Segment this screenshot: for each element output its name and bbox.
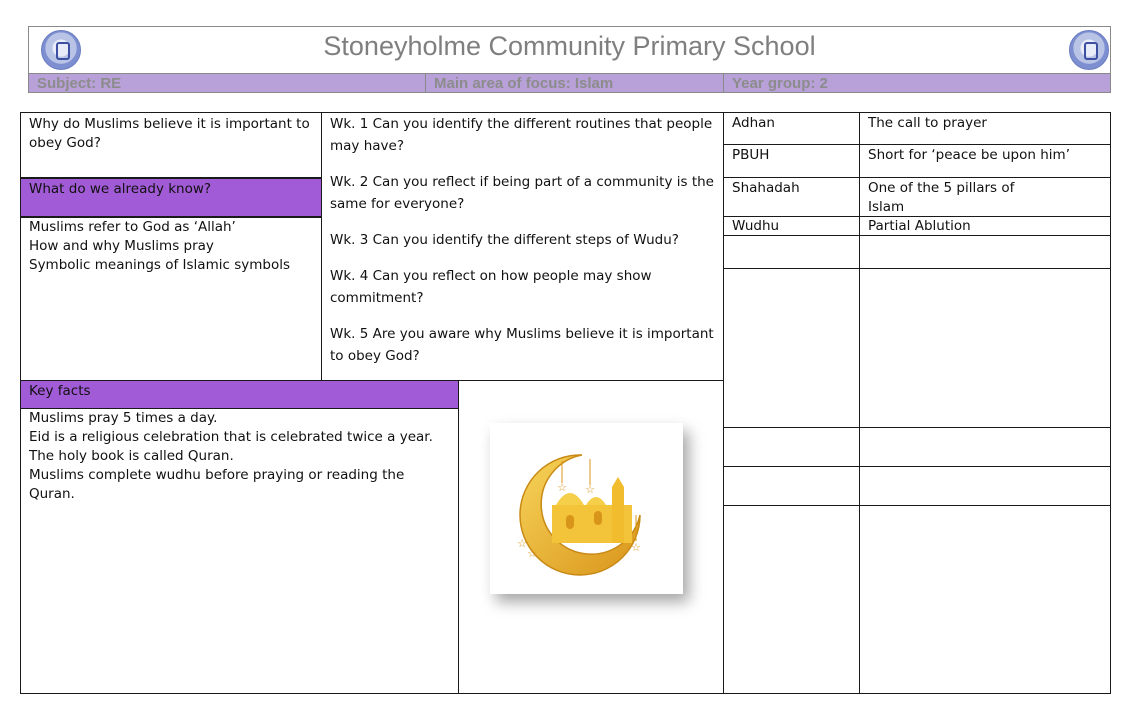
list-item: Symbolic meanings of Islamic symbols — [29, 257, 290, 273]
prior-knowledge-list — [20, 217, 322, 381]
subject-bar — [29, 73, 1110, 92]
vocab-term: PBUH — [723, 144, 860, 178]
vocab-definition: One of the 5 pillars of Islam — [859, 177, 1111, 217]
vocab-empty-cell — [859, 427, 1111, 467]
vocab-term: Shahadah — [723, 177, 860, 217]
crescent-mosque-icon — [490, 423, 683, 594]
vocab-definition: Short for ‘peace be upon him’ — [859, 144, 1111, 178]
svg-text:☆: ☆ — [557, 482, 567, 494]
vocab-empty-cell — [859, 505, 1111, 694]
big-question: Why do Muslims believe it is important to obey God? — [20, 112, 322, 178]
focus-label: Main area of focus: Islam — [426, 74, 724, 93]
svg-text:☆: ☆ — [527, 548, 537, 560]
week-3-question: Wk. 3 Can you identify the different steps of Wudu? — [330, 232, 679, 248]
svg-text:☆: ☆ — [585, 484, 595, 496]
vocab-definition: The call to prayer — [859, 112, 1111, 145]
school-header — [28, 26, 1111, 93]
vocab-empty-cell — [723, 466, 860, 506]
school-crest-icon — [1069, 30, 1109, 70]
page-title: Stoneyholme Community Primary School — [323, 31, 816, 61]
vocab-empty-cell — [859, 466, 1111, 506]
week-5-question: Wk. 5 Are you aware why Muslims believe it is important to obey God? — [330, 326, 714, 364]
vocab-empty-cell — [723, 505, 860, 694]
year-group-label: Year group: 2 — [732, 75, 828, 92]
vocab-empty-cell — [859, 235, 1111, 269]
subject-label: Subject: RE — [29, 74, 426, 93]
vocab-empty-cell — [723, 427, 860, 467]
vocab-definition: Partial Ablution — [859, 216, 1111, 236]
prior-knowledge-heading: What do we already know? — [20, 178, 322, 217]
list-item: The holy book is called Quran. — [29, 448, 234, 464]
list-item: Eid is a religious celebration that is celebrated twice a year. — [29, 429, 433, 445]
list-item: Muslims pray 5 times a day. — [29, 410, 218, 426]
vocab-term: Adhan — [723, 112, 860, 145]
svg-text:☆: ☆ — [631, 542, 641, 554]
key-facts-heading: Key facts — [20, 380, 459, 409]
vocab-empty-cell — [723, 268, 860, 428]
vocab-empty-cell — [859, 268, 1111, 428]
week-1-question: Wk. 1 Can you identify the different routines that people may have? — [330, 116, 713, 154]
week-4-question: Wk. 4 Can you reflect on how people may show commitment? — [330, 268, 652, 306]
weekly-questions — [321, 112, 724, 381]
vocab-term: Wudhu — [723, 216, 860, 236]
list-item: Muslims refer to God as ‘Allah’ — [29, 219, 236, 235]
list-item: Muslims complete wudhu before praying or reading the Quran. — [29, 467, 405, 502]
list-item: How and why Muslims pray — [29, 238, 214, 254]
key-facts-list — [20, 408, 459, 694]
week-2-question: Wk. 2 Can you reflect if being part of a community is the same for everyone? — [330, 174, 714, 212]
vocab-empty-cell — [723, 235, 860, 269]
svg-text:☆: ☆ — [517, 538, 527, 550]
